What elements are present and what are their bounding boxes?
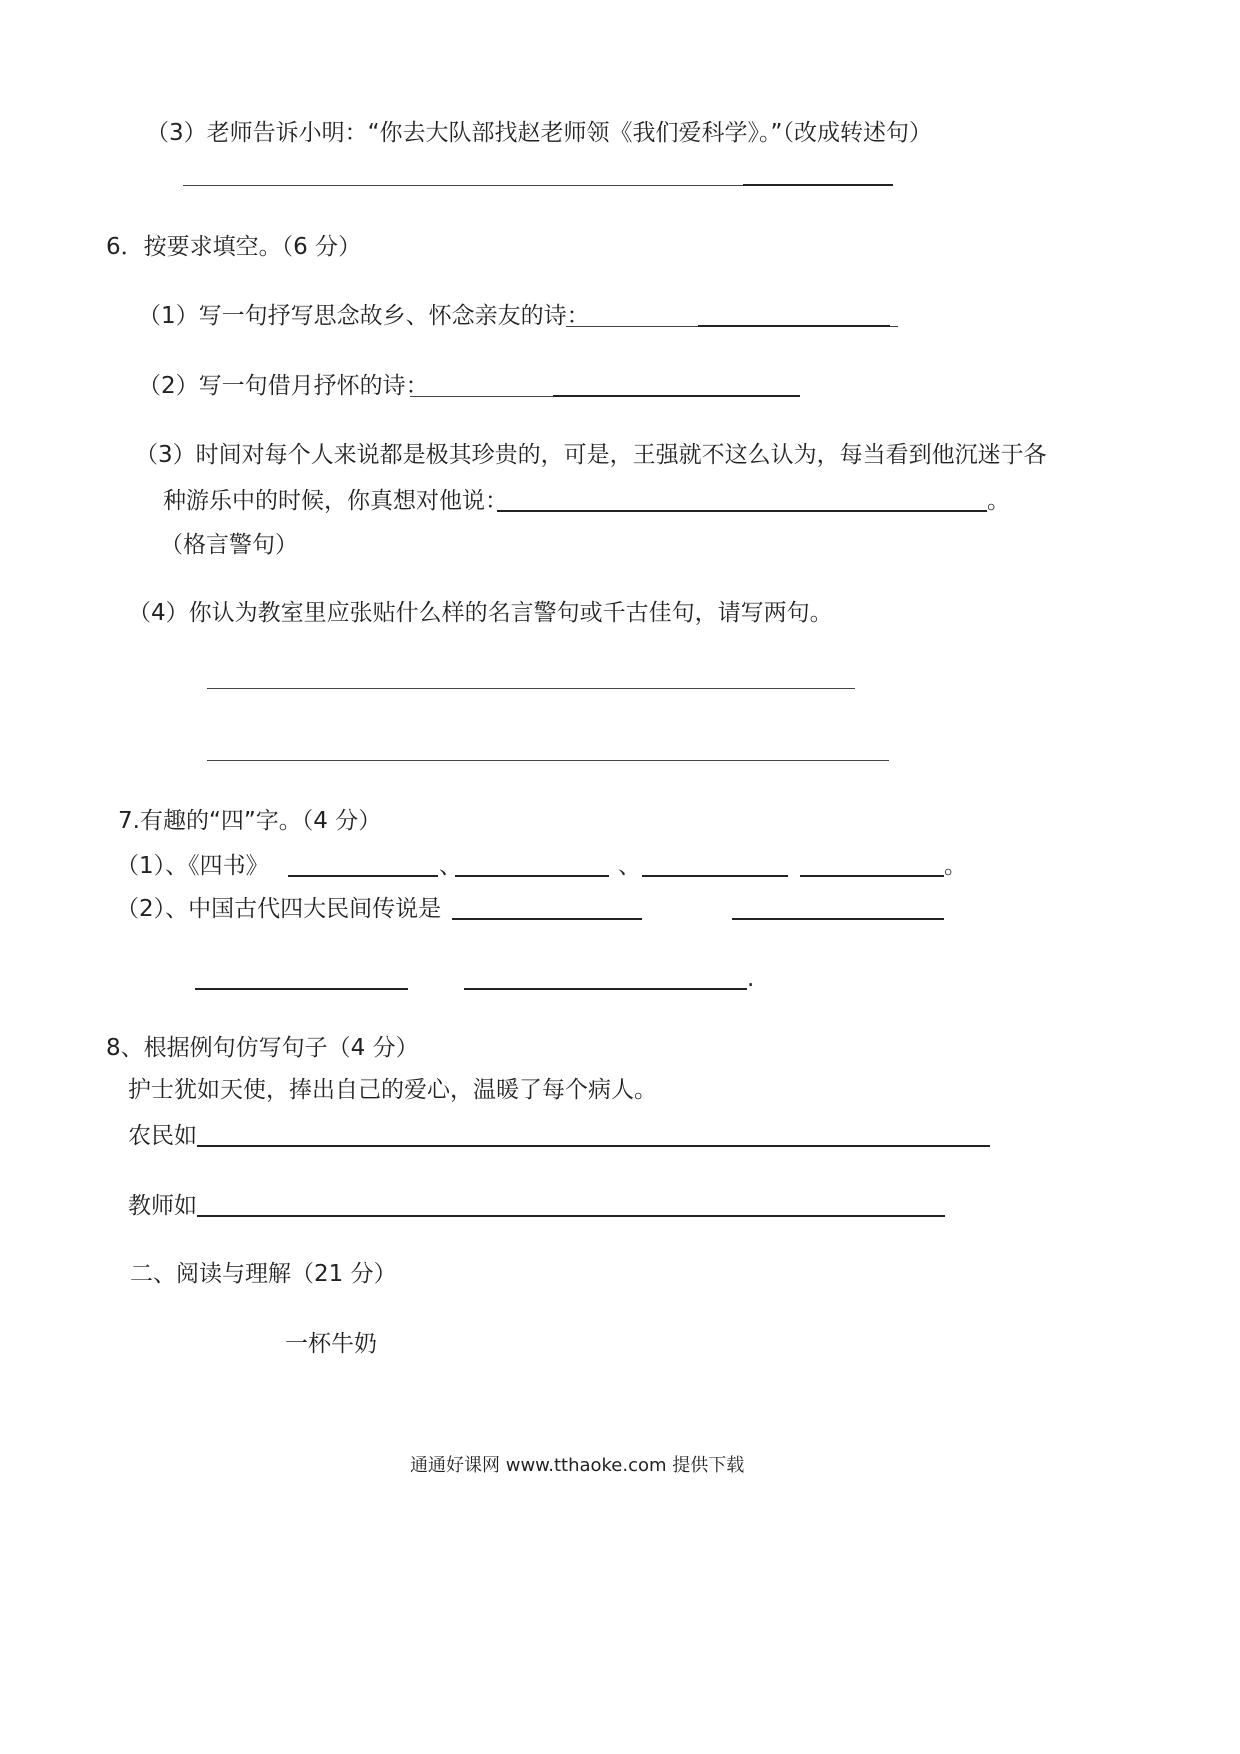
q8-example: 护士犹如天使，捧出自己的爱心，温暖了每个病人。 — [128, 1077, 657, 1103]
q7-item1-label: （1）、《四书》 — [116, 853, 269, 879]
answer-line[interactable] — [890, 326, 898, 327]
q7-end2: . — [747, 966, 755, 992]
answer-line[interactable] — [732, 918, 944, 920]
q6-item3-note: （格言警句） — [160, 532, 298, 558]
q6-item3-line1: （3）时间对每个人来说都是极其珍贵的，可是，王强就不这么认为，每当看到他沉迷于各 — [135, 442, 1047, 468]
answer-line[interactable] — [553, 395, 800, 397]
answer-line[interactable] — [800, 875, 944, 877]
q6-item2: （2）写一句借月抒怀的诗： — [138, 373, 429, 399]
q6-item4: （4）你认为教室里应张贴什么样的名言警句或千古佳句，请写两句。 — [128, 600, 833, 626]
q6-item3-line2: 种游乐中的时候，你真想对他说： — [163, 488, 508, 514]
q8-heading: 8、根据例句仿写句子（4 分） — [106, 1035, 419, 1061]
answer-line[interactable] — [566, 326, 698, 327]
q7-item2-label: （2）、中国古代四大民间传说是 — [116, 896, 442, 922]
answer-line[interactable] — [743, 184, 893, 186]
answer-line[interactable] — [197, 1215, 945, 1217]
answer-line[interactable] — [197, 1145, 990, 1147]
answer-line[interactable] — [497, 510, 987, 512]
q5-item3: （3）老师告诉小明：“你去大队部找赵老师领《我们爱科学》。”（改成转述句） — [146, 120, 932, 146]
q8-line1-label: 农民如 — [128, 1123, 197, 1149]
q7-end1: 。 — [944, 853, 967, 879]
answer-line[interactable] — [464, 988, 747, 990]
q6-heading: 6．按要求填空。（6 分） — [106, 234, 362, 260]
q7-sep2: 、 — [618, 853, 641, 879]
answer-line[interactable] — [455, 875, 609, 877]
answer-line[interactable] — [207, 688, 855, 689]
passage-title: 一杯牛奶 — [285, 1331, 377, 1357]
q7-sep1: 、 — [439, 853, 462, 879]
answer-line[interactable] — [195, 988, 408, 990]
section2-heading: 二、阅读与理解（21 分） — [130, 1261, 397, 1287]
q6-item1: （1）写一句抒写思念故乡、怀念亲友的诗： — [138, 303, 590, 329]
answer-line[interactable] — [288, 875, 438, 877]
q7-heading: 7.有趣的“四”字。（4 分） — [118, 808, 382, 834]
answer-line[interactable] — [452, 918, 642, 920]
answer-line[interactable] — [642, 875, 788, 877]
q6-item3-end: 。 — [987, 488, 1010, 514]
answer-line[interactable] — [410, 396, 553, 397]
answer-line[interactable] — [183, 185, 743, 186]
page-footer: 通通好课网 www.tthaoke.com 提供下载 — [410, 1455, 745, 1476]
q8-line2-label: 教师如 — [128, 1193, 197, 1219]
answer-line[interactable] — [207, 760, 889, 761]
answer-line[interactable] — [698, 325, 890, 327]
